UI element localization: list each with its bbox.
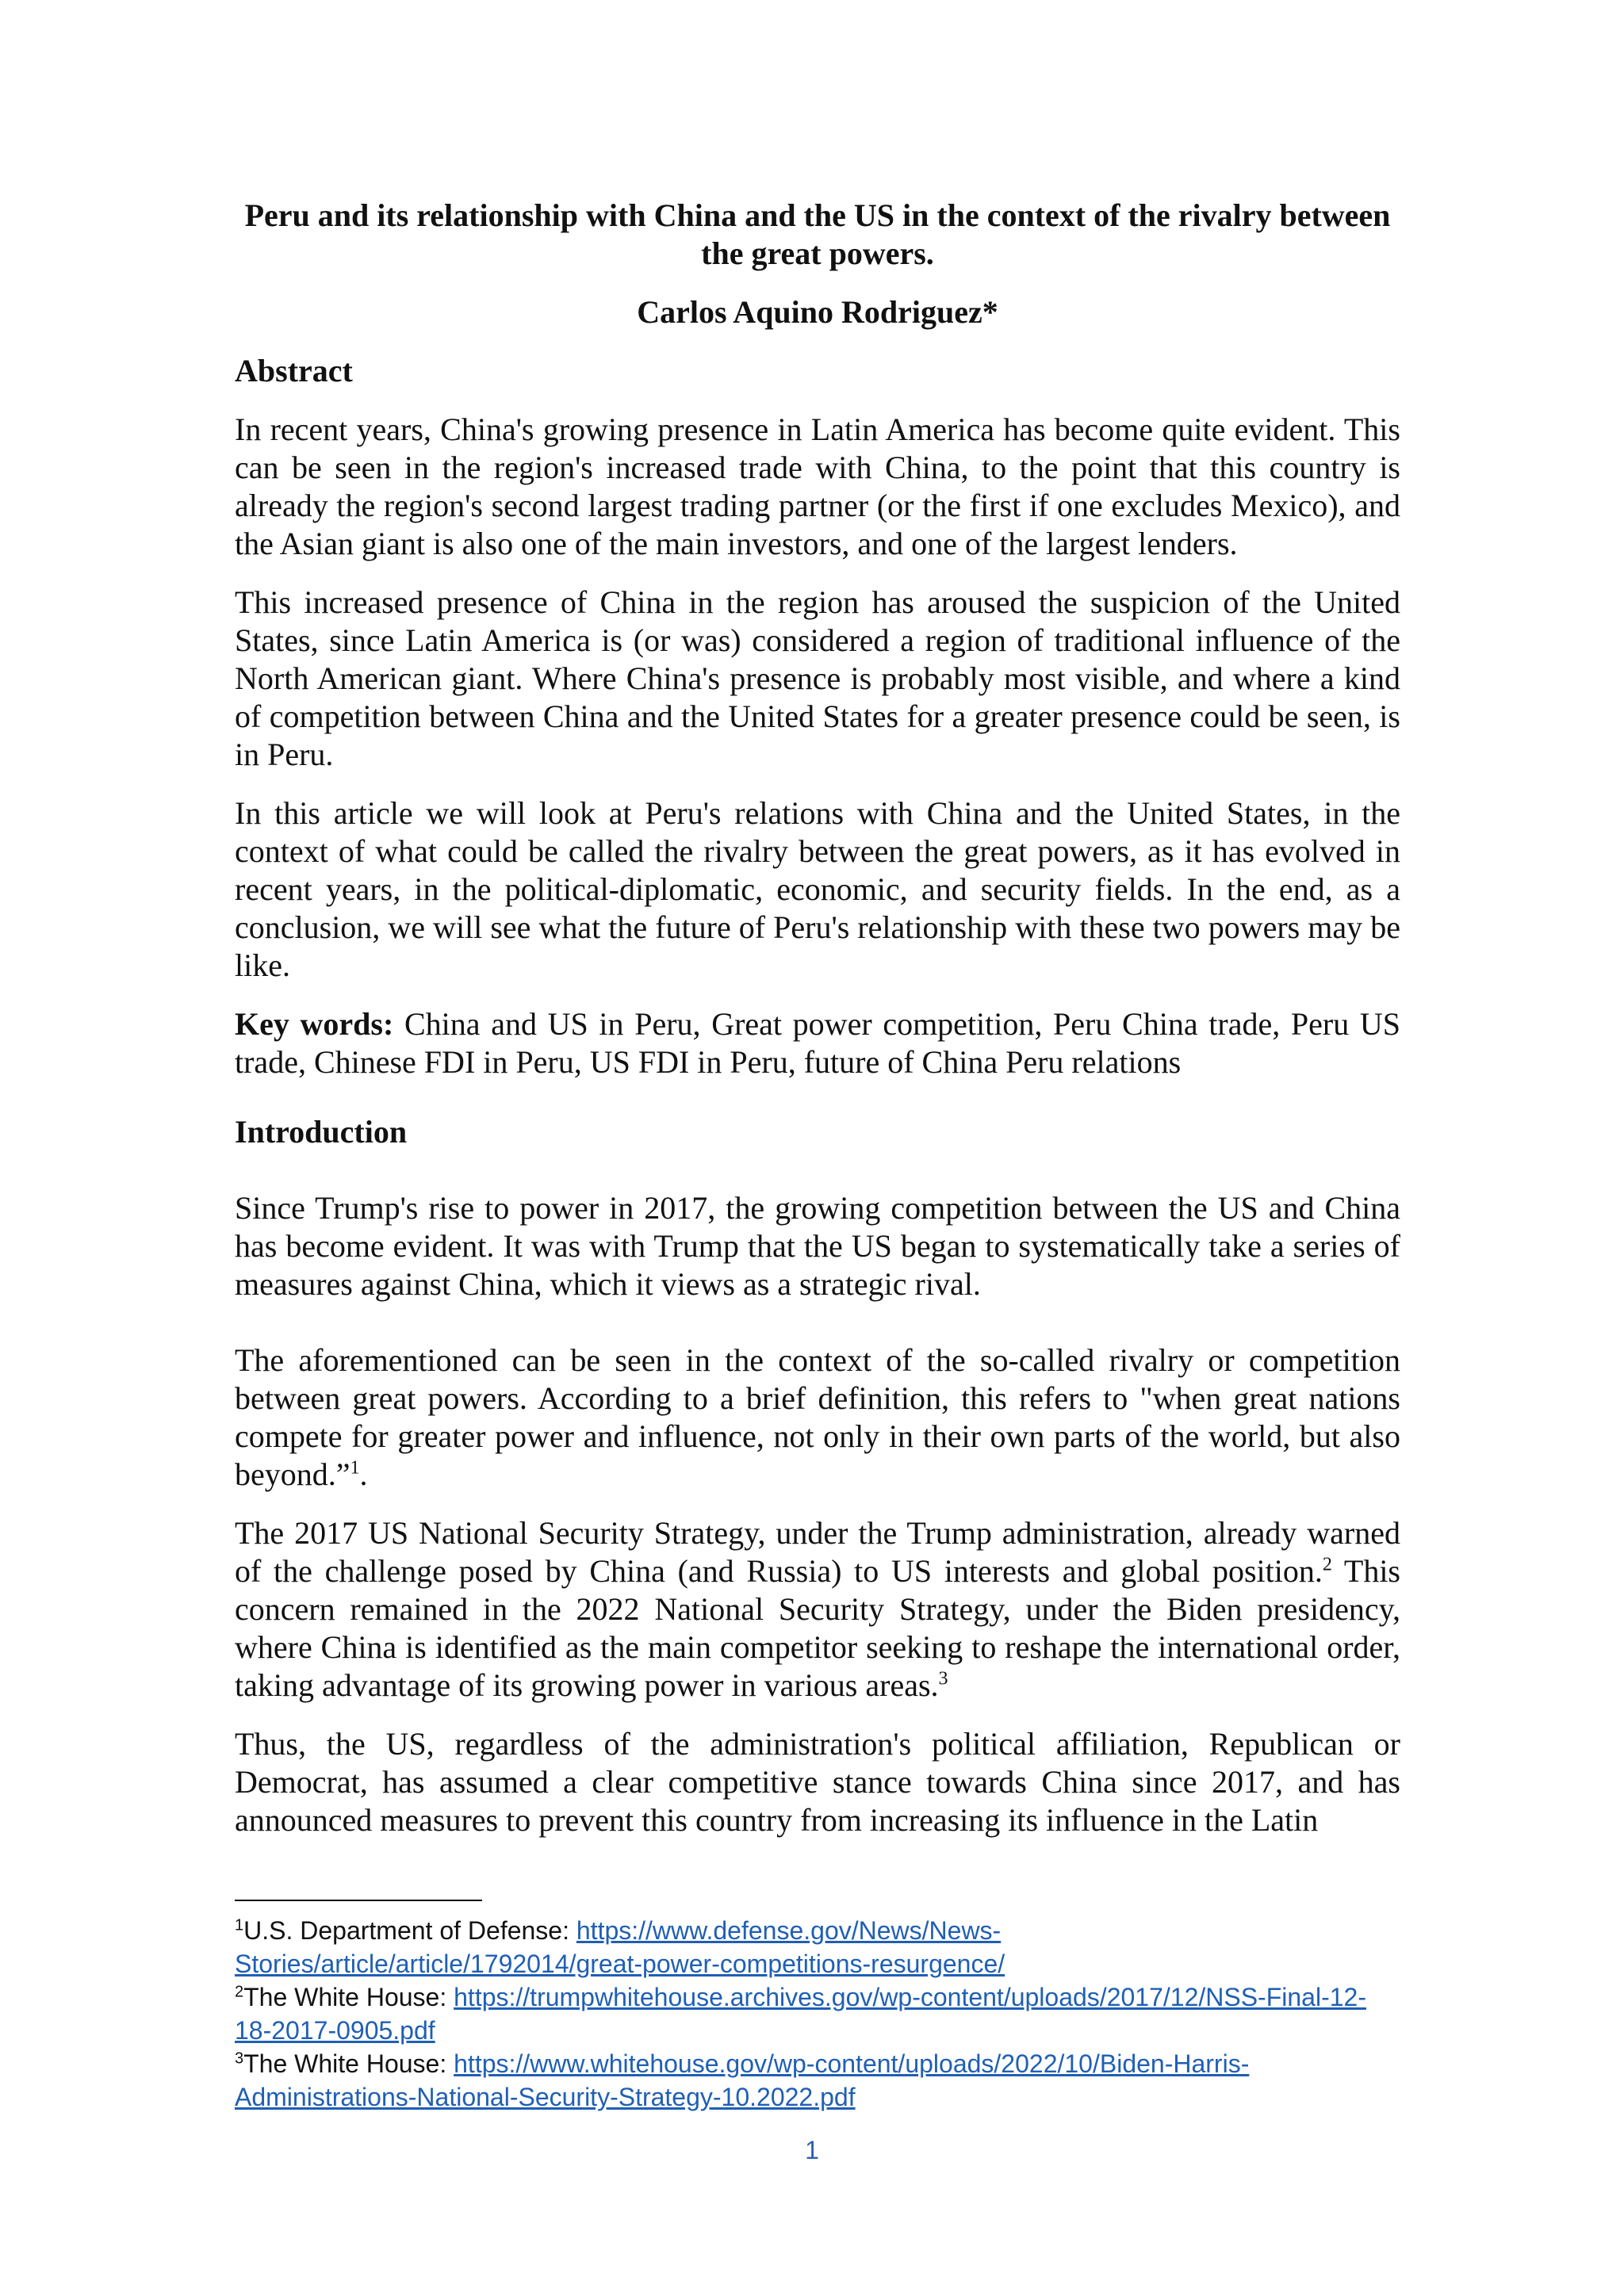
abstract-paragraph-1: In recent years, China's growing presence in Latin America has become quite evident. This can be seen in the region's increased trade with China, to the point that this country is already the region's second largest trading partner (or the first if one excludes Mexico), and the Asian giant is also one of the main investors, and one of the largest lenders.	[235, 411, 1400, 561]
intro-paragraph-2	[235, 1341, 1400, 1494]
keywords-text: China and US in Peru, Great power competition, Peru China trade, Peru US trade, Chinese FDI in Peru, US FDI in Peru, future of China Peru relations	[235, 1006, 1400, 1080]
footnotes-section	[235, 1900, 1400, 2114]
introduction-heading: Introduction	[235, 1114, 408, 1150]
footnote-3	[235, 2047, 1400, 2114]
abstract-heading: Abstract	[235, 353, 353, 388]
footnote-number: 3	[235, 2049, 244, 2068]
footnote-ref-2[interactable]: 2	[1322, 1554, 1332, 1575]
intro-paragraph-3-part-a: The 2017 US National Security Strategy, under the Trump administration, already warned of the challenge posed by China (and Russia) to US interests and global position.	[235, 1515, 1400, 1589]
footnote-link[interactable]: https://www.whitehouse.gov/wp-content/uploads/2022/10/Biden-Harris-Administrations-National-Security-Strategy-10.2022.pdf	[235, 2049, 1250, 2111]
footnote-divider	[235, 1900, 482, 1901]
intro-paragraph-3	[235, 1514, 1400, 1705]
footnote-2	[235, 1980, 1400, 2047]
page-number: 1	[805, 2136, 819, 2164]
intro-paragraph-2-end: .	[359, 1456, 368, 1492]
footnote-link[interactable]: https://trumpwhitehouse.archives.gov/wp-content/uploads/2017/12/NSS-Final-12-18-2017-0905.pdf	[235, 1983, 1366, 2045]
intro-paragraph-2-text: The aforementioned can be seen in the context of the so-called rivalry or competition between great powers. According to a brief definition, this refers to "when great nations compete for greater power and influence, not only in their own parts of the world, but also beyond.”	[235, 1342, 1400, 1492]
paper-title: Peru and its relationship with China and the US in the context of the rivalry between the great powers.	[244, 197, 1391, 271]
intro-paragraph-3-part-b: This concern remained in the 2022 National Security Strategy, under the Biden presidency, where China is identified as the main competitor seeking to reshape the international order, taking advantage of its growing power in various areas.	[235, 1553, 1400, 1703]
footnote-number: 2	[235, 1983, 244, 2001]
intro-paragraph-1: Since Trump's rise to power in 2017, the growing competition between the US and China has become evident. It was with Trump that the US began to systematically take a series of measures against China, which it views as a strategic rival.	[235, 1190, 1400, 1302]
footnote-1	[235, 1914, 1400, 1980]
author-name: Carlos Aquino Rodriguez*	[637, 294, 998, 330]
keywords-label: Key words:	[235, 1006, 394, 1042]
intro-paragraph-4: Thus, the US, regardless of the administration's political affiliation, Republican or Democrat, has assumed a clear competitive stance towards China since 2017, and has announced measures to prevent this country from increasing its influence in the Latin	[235, 1726, 1400, 1838]
main-content	[235, 197, 1400, 1839]
footnote-ref-3[interactable]: 3	[938, 1668, 948, 1689]
abstract-paragraph-3: In this article we will look at Peru's relations with China and the United States, in the context of what could be called the rivalry between the great powers, as it has evolved in recent years, in the political-diplomatic, economic, and security fields. In the end, as a conclusion, we will see what the future of Peru's relationship with these two powers may be like.	[235, 795, 1400, 983]
footnote-source: The White House:	[243, 1983, 454, 2011]
keywords	[235, 1005, 1400, 1081]
abstract-paragraph-2: This increased presence of China in the region has aroused the suspicion of the United States, since Latin America is (or was) considered a region of traditional influence of the North American giant. Where China's presence is probably most visible, and where a kind of competition between China and the United States for a greater presence could be seen, is in Peru.	[235, 584, 1400, 772]
footnote-number: 1	[235, 1916, 244, 1934]
footnote-link[interactable]: https://www.defense.gov/News/News-Stories/article/article/1792014/great-power-competitions-resurgence/	[235, 1916, 1005, 1978]
footnote-ref-1[interactable]: 1	[350, 1457, 360, 1479]
footnote-source: U.S. Department of Defense:	[243, 1916, 576, 1945]
footnote-source: The White House:	[243, 2049, 454, 2078]
